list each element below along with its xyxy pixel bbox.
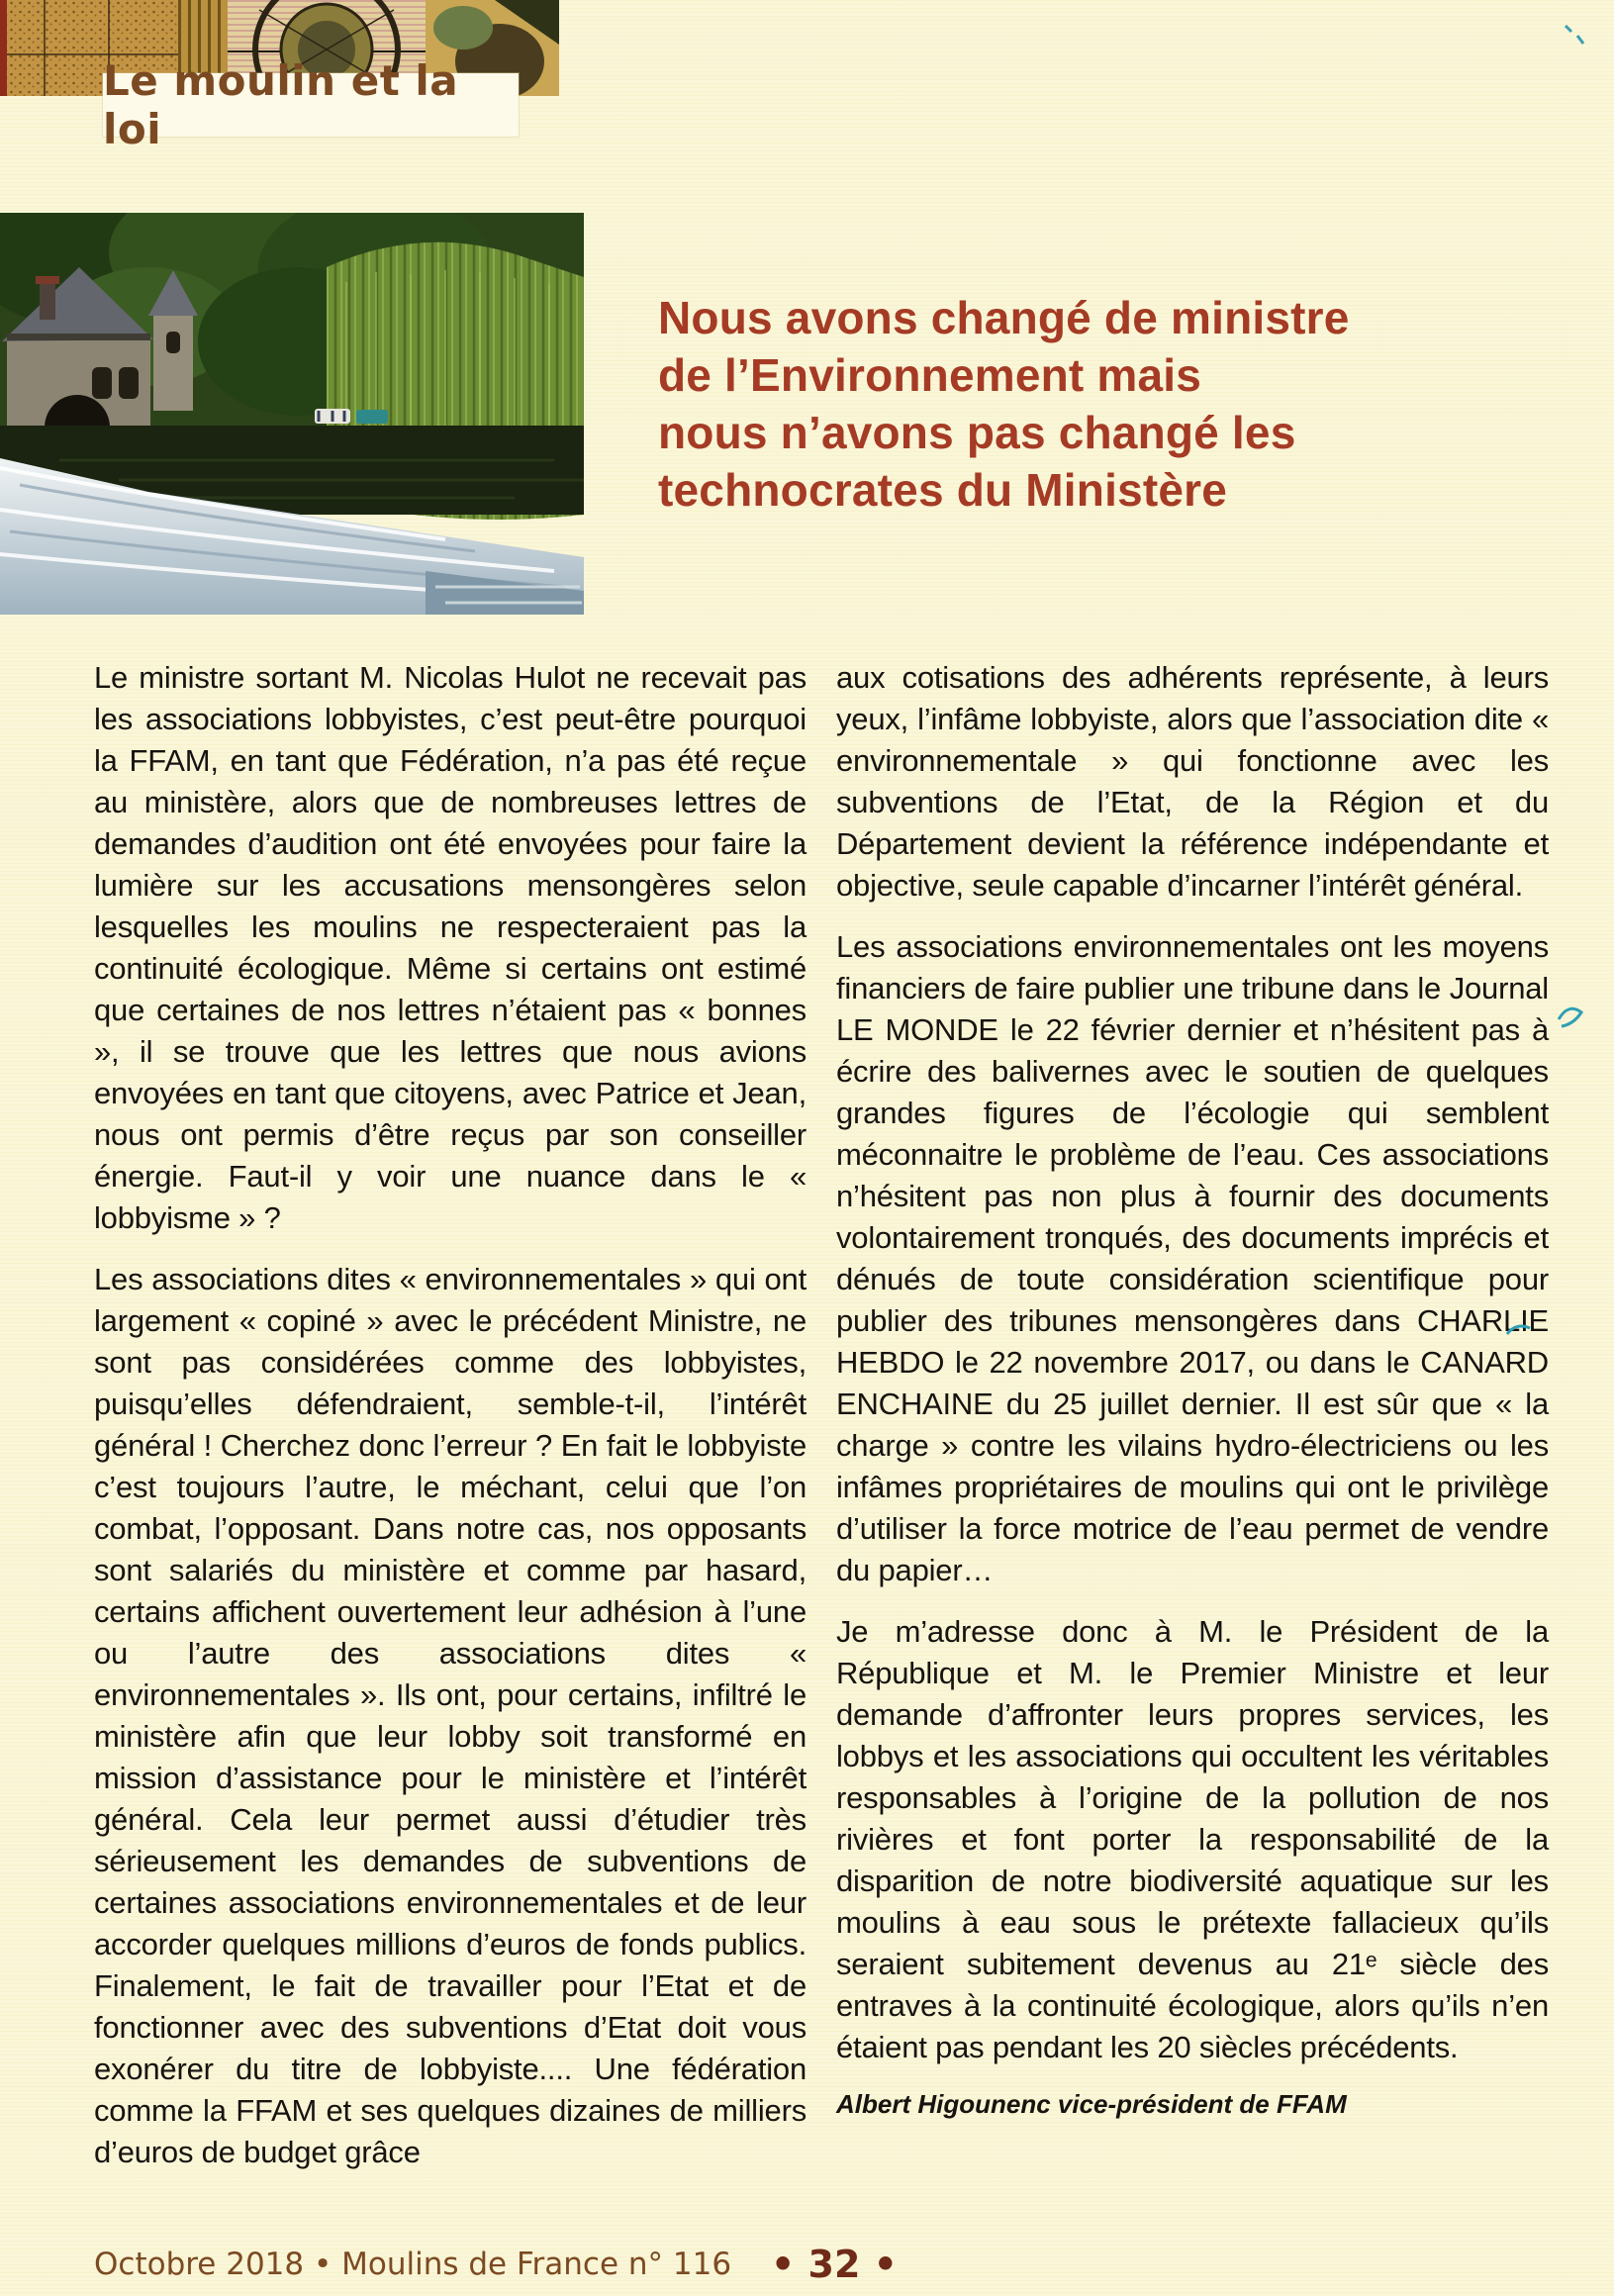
mill-photo [0,213,584,615]
headline-line: de l’Environnement mais [658,349,1202,401]
page-number: • 32 • [771,2243,898,2286]
left-column [94,657,807,2193]
section-title: Le moulin et la loi [103,56,459,153]
section-title-box [103,56,519,153]
footer-issue: Octobre 2018 • Moulins de France n° 116 [94,2247,732,2282]
article-headline [658,289,1450,519]
headline-line: nous n’avons pas changé les [658,407,1296,458]
page-footer [94,2243,1549,2292]
pen-mark [1554,995,1593,1034]
paragraph: Je m’adresse donc à M. le Président de la République et M. le Premier Ministre et leur demande d’affronter leurs propres services, les lobbys et les associations qui occultent les véritables responsables à l’origine de la pollution de nos rivières et font porter la responsabilité de la disparition de notre biodiversité aquatique sur les moulins à eau sous le prétexte fallacieux qu’ils seraient subitement devenus au 21ᵉ siècle des entraves à la continuité écologique, alors qu’ils n’en étaient pas pendant les 20 siècles précédents. [836,1614,1549,2064]
paragraph: Le ministre sortant M. Nicolas Hulot ne recevait pas les associations lobbyistes, c’est peut-être pourquoi la FFAM, en tant que Fédération, n’a pas été reçue au ministère, alors que de nombreuses lettres de demandes d’audition ont été envoyées pour faire la lumière sur les accusations mensongères selon lesquelles les moulins ne respecteraient pas la continuité écologique. Même si certains ont estimé que certaines de nos lettres n’étaient pas « bonnes », il se trouve que les lettres que nous avions envoyées en tant que citoyens, avec Patrice et Jean, nous ont permis d’être reçus par son conseiller énergie. Faut-il y voir une nuance dans le « lobbyisme » ? [94,660,807,1235]
paragraph: Les associations environnementales ont les moyens financiers de faire publier une tribune dans le Journal LE MONDE le 22 février dernier et n’hésitent pas à écrire des balivernes avec le soutien de quelques grandes figures de l’écologie qui semblent méconnaitre le problème de l’eau. Ces associations n’hésitent pas non plus à fournir des documents volontairement tronqués, des documents imprécis et dénués de toute considération scientifique pour publier des tribunes mensongères dans CHARLIE HEBDO le 22 novembre 2017, ou dans le CANARD ENCHAINE du 25 juillet dernier. Il est sûr que « la charge » contre les vilains hydro-électriciens ou les infâmes propriétaires de moulins qui ont le privilège d’utiliser la force motrice de l’eau permet de vendre du papier… [836,929,1549,1587]
author-signature: Albert Higounenc vice-président de FFAM [836,2089,1347,2119]
article-body [94,657,1549,2193]
right-column [836,657,1549,2193]
paragraph: Les associations dites « environnementales » qui ont largement « copiné » avec le précédent Ministre, ne sont pas considérées comme des lobbyistes, puisqu’elles défendraient, semble-t-il, l’intérêt général ! Cherchez donc l’erreur ? En fait le lobbyiste c’est toujours l’autre, le méchant, celui que l’on combat, l’opposant. Dans notre cas, nos opposants sont salariés du ministère et comme par hasard, certains affichent ouvertement leur adhésion à l’une ou l’autre des associations dites « environnementales ». Ils ont, pour certains, infiltré le ministère afin que leur lobby soit transformé en mission d’assistance pour le ministère et l’intérêt général. Cela leur permet aussi d’étudier très sérieusement les demandes de subventions de certaines associations environnementales et de leur accorder quelques millions d’euros de fonds publics. Finalement, le fait de travailler pour l’Etat et de fonctionner avec des subventions d’Etat doit vous exonérer du titre de lobbyiste.... Une fédération comme la FFAM et ses quelques dizaines de milliers d’euros de budget grâce [94,1262,807,2169]
paragraph: aux cotisations des adhérents représente, à leurs yeux, l’infâme lobbyiste, alors que l’association dite « environnementale » qui fonctionne avec les subventions de l’Etat, de la Région et du Département devient la référence indépendante et objective, seule capable d’incarner l’intérêt général. [836,660,1549,903]
headline-line: Nous avons changé de ministre [658,292,1350,343]
headline-line: technocrates du Ministère [658,464,1228,516]
pen-mark [1560,20,1589,49]
mill-photo-art [0,213,584,615]
